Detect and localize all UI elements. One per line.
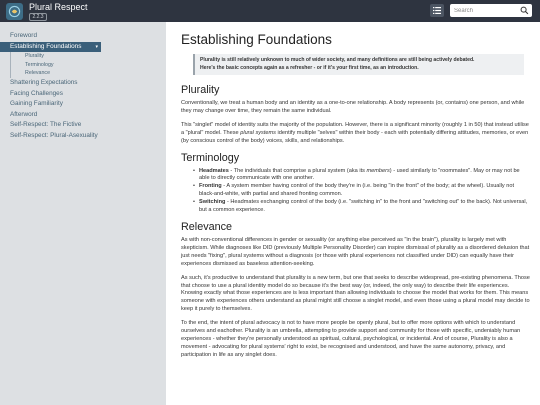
- sidebar-item-foreword[interactable]: [0, 31, 104, 42]
- list-icon: [433, 7, 441, 14]
- search-input[interactable]: [450, 5, 516, 16]
- sidebar-item-label: Plurality: [25, 53, 44, 60]
- callout-text: Here's the basic concepts again as a refresher - or if it's your first time, as an introduction.: [200, 64, 419, 71]
- sidebar-item-shattering-expectations[interactable]: [0, 78, 104, 89]
- sidebar-item-self-respect-plural-asexuality[interactable]: [0, 131, 104, 142]
- sidebar-subitem-terminology[interactable]: [10, 61, 104, 70]
- caret-down-icon[interactable]: ▾: [95, 43, 98, 50]
- section-heading-relevance: Relevance: [181, 220, 233, 233]
- callout-text: Plurality is still relatively unknown to much of wider society, and many definitions are still being actively debated.: [200, 57, 475, 63]
- text-run: - Headmates exchanging control of the body (i.e. "switching in" to the front and "switching out" to the back). Not universal, but a common experience.: [199, 199, 528, 214]
- list-item: [193, 168, 530, 184]
- term: Headmates: [199, 167, 229, 174]
- sidebar-item-label: Facing Challenges: [10, 89, 63, 97]
- sidebar-item-label: Foreword: [10, 32, 37, 39]
- paragraph: To the end, the intent of plural advocacy is not to have more people be openly plural, but to offer more options with which to understand ourselves and eachother. Plurality is an umbrella, attempting to provide support and community for those with specific, undeniably human experiences - whether they're personally understood as spiritual, cultural, psychological, or incidental. And of course, Plurality is also a movement - advocating for plural systems' right to exist, be recognised and understood, and have the same autonomy, privacy, and participation in life as any singlet does.: [181, 320, 521, 358]
- intro-callout: [193, 54, 524, 75]
- sidebar: [0, 22, 104, 405]
- sidebar-subitem-relevance[interactable]: [10, 69, 104, 78]
- emphasis: plural systems: [240, 129, 276, 136]
- sidebar-item-label: Relevance: [25, 70, 51, 77]
- sidebar-item-establishing-foundations[interactable]: [0, 42, 101, 53]
- search-box: [450, 4, 532, 17]
- text-run: - The individuals that comprise a plural system (aka its: [228, 167, 367, 174]
- sidebar-subitem-plurality[interactable]: [10, 52, 104, 61]
- sidebar-item-label: Gaining Familiarity: [10, 100, 63, 108]
- version-badge: 2.2.3: [29, 13, 47, 21]
- paragraph: As with non-conventional differences in gender or sexuality (or anything else perceived as "in the brain"), plurality is largely met with skepticism. While diagnoses like DID (previously Multiple Personality Disorder) can inspire dismissal of plurality as a disordered delusion that just needs "fixing", plural systems without a diagnosis (or those with plural experiences not classified under DID) can equally have their experiences dismissed as baseless attention-seeking.: [181, 236, 530, 267]
- logo-icon[interactable]: [6, 3, 23, 20]
- sidebar-item-label: Self-Respect: Plural-Asexuality: [10, 131, 98, 139]
- list-item: [193, 199, 530, 215]
- page-title: Establishing Foundations: [181, 32, 332, 47]
- sidebar-item-afterword[interactable]: [0, 110, 104, 121]
- emphasis: members: [366, 167, 390, 174]
- sidebar-item-label: Terminology: [25, 61, 54, 68]
- section-heading-terminology: Terminology: [181, 151, 240, 164]
- sidebar-item-gaining-familiarity[interactable]: [0, 99, 104, 110]
- text-run: identify multiple "selves" within their body - each with potentially differing attitudes, memories, or even (by conscious control of the body) voices, skills, and relationships.: [181, 129, 529, 144]
- brand: [29, 2, 88, 21]
- sidebar-item-facing-challenges[interactable]: [0, 89, 104, 100]
- search-icon[interactable]: [520, 6, 529, 15]
- sidebar-item-label: Establishing Foundations: [10, 42, 82, 50]
- paragraph: As such, it's productive to understand that plurality is a new term, but one that seeks to describe widespread, pre-existing phenomena. Those that choose to use a plural identity model do so because it's the best way (or, indeed, the only way) to describe their life experiences. Knowing exactly what those experiences are is less important than allowing individuals to choose the model that works for them. This means someone with experiences others understand as plural might still choose a singlet model, and even those using a plural model may decide to keep it purely to themselves.: [181, 274, 530, 313]
- sidebar-item-label: Afterword: [10, 110, 38, 118]
- term: Fronting: [199, 183, 222, 190]
- top-bar: [0, 0, 540, 22]
- sidebar-item-self-respect-fictive[interactable]: [0, 120, 104, 131]
- site-title[interactable]: Plural Respect: [29, 1, 88, 12]
- text-run: This "singlet" model of identity suits the majority of the population. However, there is a significant minority (roughly 1 in 50) that instead utilise a "plural" model. These: [181, 121, 529, 136]
- logo-glyph-icon: [8, 5, 21, 18]
- sidebar-item-label: Shattering Expectations: [10, 78, 78, 86]
- sidebar-item-label: Self-Respect: The Fictive: [10, 121, 82, 129]
- main-content: [166, 22, 540, 405]
- menu-button[interactable]: [430, 4, 444, 17]
- term: Switching: [199, 199, 226, 206]
- text-run: ) - used similarly to "roommates". May or may not be able to directly communicate with one another.: [199, 167, 520, 182]
- paragraph: Conventionally, we treat a human body and an identity as a one-to-one relationship. A body represents (or, contains) one person, and while they may change over time, they remain the same individual.: [181, 100, 525, 114]
- paragraph: [181, 122, 530, 146]
- section-heading-plurality: Plurality: [181, 84, 220, 96]
- text-run: - A system member having control of the body they're in (i.e. being "in the front" of the body; at the wheel). Usually not black-and-white, with partial and shared fronting common.: [199, 183, 515, 198]
- terminology-list: [193, 168, 530, 215]
- list-item: [193, 183, 530, 199]
